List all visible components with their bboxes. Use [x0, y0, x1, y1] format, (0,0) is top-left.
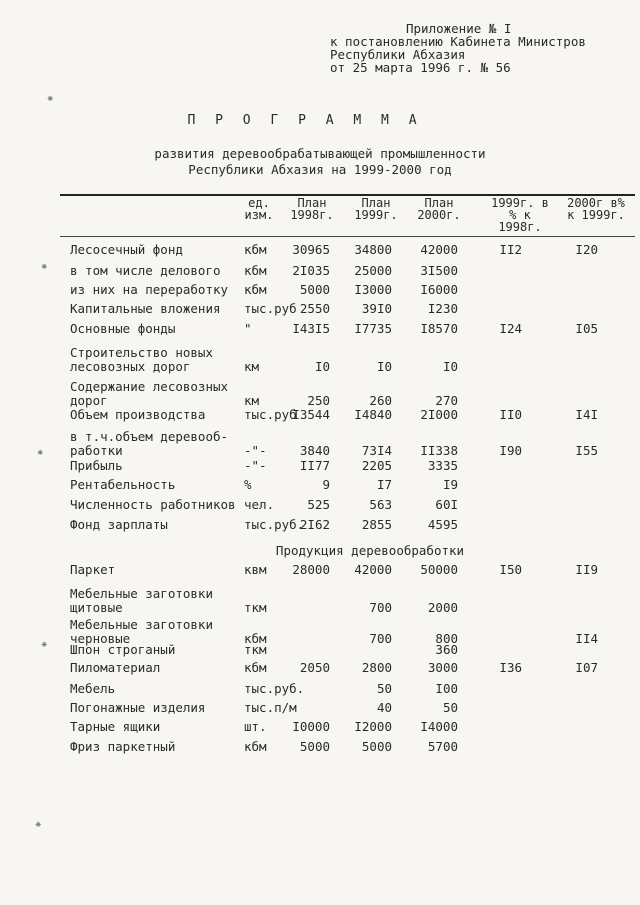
row-value-plan-1999: 40 — [376, 700, 392, 715]
row-value-pct-1999: I24 — [499, 321, 522, 336]
row-name: Основные фонды — [70, 321, 176, 336]
row-unit: тыс.руб. — [244, 517, 305, 532]
row-value-plan-2000: 4595 — [427, 517, 458, 532]
row-value-plan-2000: 3000 — [427, 660, 458, 675]
row-value-plan-2000: 3I500 — [420, 263, 458, 278]
row-unit: шт. — [244, 719, 267, 734]
row-unit: тыс.п/м — [244, 700, 297, 715]
row-value-pct-1999: II0 — [499, 407, 522, 422]
row-value-plan-1999: 42000 — [354, 562, 392, 577]
subtitle-line-1: развития деревообрабатывающей промышленности — [154, 146, 486, 161]
margin-mark: ⁕ — [34, 820, 43, 831]
row-name: Капитальные вложения — [70, 301, 221, 316]
row-value-plan-1998: 3840 — [299, 443, 330, 458]
row-value-plan-2000: 800 — [435, 631, 458, 646]
row-value-plan-2000: 5700 — [427, 739, 458, 754]
row-value-plan-1999: I2000 — [354, 719, 392, 734]
row-name: Прибыль — [70, 458, 123, 473]
margin-mark: ⁕ — [40, 262, 49, 273]
row-name: Погонажные изделия — [70, 700, 206, 715]
row-value-plan-1999: I0 — [376, 359, 392, 374]
margin-mark: ⁕ — [40, 640, 49, 651]
row-unit: тыс.руб. — [244, 681, 305, 696]
row-unit: тыс.руб — [244, 407, 297, 422]
row-unit: кбм — [244, 631, 267, 646]
document-title: П Р О Г Р А М М А — [187, 113, 423, 128]
row-name: Тарные ящики — [70, 719, 161, 734]
row-value-plan-2000: 360 — [435, 642, 458, 657]
row-unit: % — [244, 477, 252, 492]
header-pct-1999: 1999г. в % к 1998г. — [491, 196, 549, 234]
row-value-plan-1999: 50 — [376, 681, 392, 696]
row-unit: -"- — [244, 458, 267, 473]
row-value-plan-1998: 9 — [322, 477, 330, 492]
row-value-pct-2000: II9 — [575, 562, 598, 577]
row-value-plan-2000: 50 — [442, 700, 458, 715]
row-value-plan-2000: I9 — [442, 477, 458, 492]
appendix-number: Приложение № I — [406, 21, 512, 36]
row-value-plan-1998: 2550 — [299, 301, 330, 316]
row-value-pct-1999: I90 — [499, 443, 522, 458]
row-unit: " — [244, 321, 252, 336]
row-value-plan-1998: 2I62 — [299, 517, 330, 532]
row-value-plan-1998: 5000 — [299, 739, 330, 754]
row-name: Содержание лесовозных дорог — [70, 379, 229, 408]
row-value-plan-1998: 2050 — [299, 660, 330, 675]
row-value-pct-2000: I20 — [575, 242, 598, 257]
row-value-plan-1998: 525 — [307, 497, 330, 512]
row-value-plan-1999: 2800 — [361, 660, 392, 675]
row-unit: чел. — [244, 497, 275, 512]
row-name: Строительство новых лесовозных дорог — [70, 345, 213, 374]
row-value-plan-1999: 700 — [369, 631, 392, 646]
row-name: Мебель — [70, 681, 116, 696]
row-value-plan-1999: 563 — [369, 497, 392, 512]
row-value-plan-1999: 2855 — [361, 517, 392, 532]
row-unit: кбм — [244, 282, 267, 297]
row-unit: кбм — [244, 263, 267, 278]
row-value-pct-2000: I4I — [575, 407, 598, 422]
row-value-plan-1998: II77 — [299, 458, 330, 473]
margin-mark: ⁕ — [46, 94, 55, 105]
section-title: Продукция деревообработки — [275, 543, 465, 558]
row-value-plan-2000: 42000 — [420, 242, 458, 257]
row-value-plan-1999: 260 — [369, 393, 392, 408]
row-value-plan-1999: I4840 — [354, 407, 392, 422]
row-value-plan-2000: 50000 — [420, 562, 458, 577]
row-value-plan-1999: 34800 — [354, 242, 392, 257]
row-value-plan-2000: I4000 — [420, 719, 458, 734]
row-value-plan-1998: 2I035 — [292, 263, 330, 278]
row-value-plan-1999: 5000 — [361, 739, 392, 754]
row-value-plan-1998: I43I5 — [292, 321, 330, 336]
row-name: в т.ч.объем деревооб- работки — [70, 429, 229, 458]
document-subtitle — [0, 146, 640, 178]
row-name: Паркет — [70, 562, 116, 577]
row-value-plan-2000: I6000 — [420, 282, 458, 297]
row-name: Мебельные заготовки черновые — [70, 617, 213, 646]
row-value-plan-2000: 3335 — [427, 458, 458, 473]
header-unit: ед. изм. — [244, 196, 274, 222]
row-unit: кбм — [244, 739, 267, 754]
row-name: Пиломатериал — [70, 660, 161, 675]
margin-mark: ⁕ — [36, 448, 45, 459]
row-value-plan-2000: 270 — [435, 393, 458, 408]
appendix-republic: Республики Абхазия — [330, 47, 466, 62]
header-plan-2000: План 2000г. — [417, 196, 461, 222]
row-name: Объем производства — [70, 407, 206, 422]
row-unit: ткм — [244, 600, 267, 615]
row-value-pct-1999: II2 — [499, 242, 522, 257]
row-value-pct-1999: I36 — [499, 660, 522, 675]
header-plan-1998: План 1998г. — [290, 196, 334, 222]
row-value-plan-2000: 2I000 — [420, 407, 458, 422]
row-unit: кбм — [244, 660, 267, 675]
row-value-plan-2000: II338 — [420, 443, 458, 458]
row-name: в том числе делового — [70, 263, 221, 278]
row-value-pct-2000: I07 — [575, 660, 598, 675]
row-name: Рентабельность — [70, 477, 176, 492]
row-unit: кбм — [244, 242, 267, 257]
subtitle-line-2: Республики Абхазия на 1999-2000 год — [188, 162, 452, 177]
appendix-date: от 25 марта 1996 г. № 56 — [330, 60, 511, 75]
row-value-plan-1998: 250 — [307, 393, 330, 408]
row-value-plan-2000: I0 — [442, 359, 458, 374]
row-value-plan-1999: 73I4 — [361, 443, 392, 458]
row-value-plan-1999: I3000 — [354, 282, 392, 297]
row-value-plan-1998: 5000 — [299, 282, 330, 297]
row-value-plan-1999: I7735 — [354, 321, 392, 336]
header-pct-2000: 2000г в% к 1999г. — [567, 196, 625, 222]
row-value-plan-2000: I230 — [427, 301, 458, 316]
row-value-pct-2000: I55 — [575, 443, 598, 458]
row-value-plan-1998: I0 — [314, 359, 330, 374]
row-value-plan-1999: 39I0 — [361, 301, 392, 316]
row-name: Лесосечный фонд — [70, 242, 183, 257]
row-name: Фонд зарплаты — [70, 517, 168, 532]
row-name: Численность работников — [70, 497, 236, 512]
row-value-plan-1998: I3544 — [292, 407, 330, 422]
row-value-plan-1999: 2205 — [361, 458, 392, 473]
row-unit: квм — [244, 562, 267, 577]
row-value-pct-1999: I50 — [499, 562, 522, 577]
row-unit: -"- — [244, 443, 267, 458]
row-value-plan-2000: 60I — [435, 497, 458, 512]
row-value-plan-2000: I8570 — [420, 321, 458, 336]
row-value-plan-1999: 700 — [369, 600, 392, 615]
header-plan-1999: План 1999г. — [354, 196, 398, 222]
row-value-plan-2000: I00 — [435, 681, 458, 696]
row-name: из них на переработку — [70, 282, 229, 297]
row-unit: км — [244, 393, 260, 408]
row-value-plan-1999: 25000 — [354, 263, 392, 278]
row-value-pct-2000: I05 — [575, 321, 598, 336]
row-value-plan-1999: I7 — [376, 477, 392, 492]
appendix-reference: к постановлению Кабинета Министров — [330, 34, 586, 49]
row-name: Фриз паркетный — [70, 739, 176, 754]
row-value-plan-1998: 30965 — [292, 242, 330, 257]
row-name: Шпон строганый — [70, 642, 176, 657]
appendix-block — [330, 22, 586, 74]
row-name: Мебельные заготовки щитовые — [70, 586, 213, 615]
table-header-rule — [60, 236, 635, 237]
row-value-plan-1998: 28000 — [292, 562, 330, 577]
row-unit: ткм — [244, 642, 267, 657]
row-value-plan-1998: I0000 — [292, 719, 330, 734]
row-unit: км — [244, 359, 260, 374]
row-value-pct-2000: II4 — [575, 631, 598, 646]
row-unit: тыс.руб — [244, 301, 297, 316]
row-value-plan-2000: 2000 — [427, 600, 458, 615]
